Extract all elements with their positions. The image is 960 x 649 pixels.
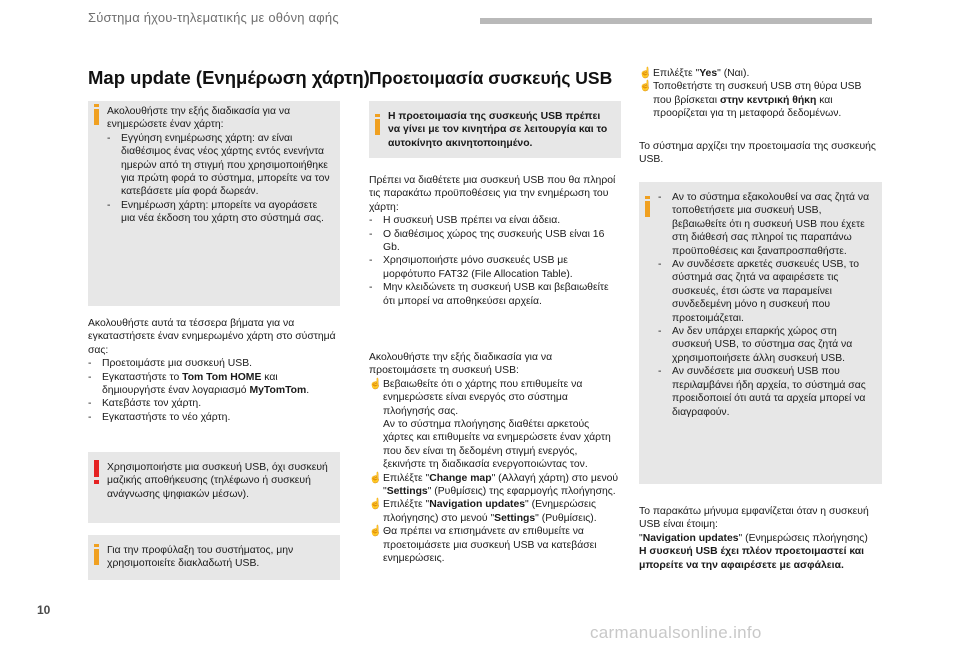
steps-block: [88, 317, 340, 424]
list-item: - Η συσκευή USB πρέπει να είναι άδεια.: [369, 215, 561, 227]
requirements-block: [369, 174, 621, 308]
info-icon-dot: [94, 104, 99, 107]
page-number: 10: [37, 603, 51, 617]
info-box-usb-prep: [369, 101, 621, 158]
info-icon-dot: [94, 544, 99, 547]
warning-box: [88, 452, 340, 523]
list-item: - Αν δεν υπάρχει επαρκής χώρος στη συσκευή USB, το σύστημα σας ζητά να χρησιμοποιήσετε άλλη συσκευή USB.: [658, 326, 853, 364]
usb-prep-note: Η προετοιμασία της συσκευής USB πρέπει να γίνει με τον κινητήρα σε λειτουργία και το αυτοκίνητο ακινητοποιημένο.: [388, 111, 608, 149]
info-icon: [645, 201, 650, 217]
list-item: ☝ Τοποθετήστε τη συσκευή USB στη θύρα USB που βρίσκεται στην κεντρική θήκη και προορίζεται για τη μεταφορά δεδομένων.: [639, 81, 862, 120]
warning-text: Χρησιμοποιήστε μια συσκευή USB, όχι συσκευή μαζικής αποθήκευσης (τηλέφωνο ή συσκευή ανάγνωσης ψηφιακών μέσων).: [107, 462, 328, 500]
list-item: ☝ Θα πρέπει να επισημάνετε αν επιθυμείτε να προετοιμάσετε μια συσκευή USB να κατεβάσει ενημερώσεις.: [369, 526, 597, 565]
steps-intro: Ακολουθήστε αυτά τα τέσσερα βήματα για να εγκαταστήσετε έναν ενημερωμένο χάρτη στο σύστημά σας:: [88, 318, 336, 356]
info-icon-dot: [645, 196, 650, 199]
list-item: ☝ Βεβαιωθείτε ότι ο χάρτης που επιθυμείτε να ενημερώσετε είναι ενεργός στο σύστημα πλοήγησής σας. Αν το σύστημα πλοήγησης διαθέτει αρκετούς χάρτες και επιθυμείτε να ενημερώσετε έναν χάρτη που δεν είναι τη δεδομένη στιγμή ενεργός, ξεκινήστε τη διαδικασία ενεργοποιώντας τον.: [369, 378, 611, 471]
procedure-block: [369, 351, 621, 566]
list-item: - Εγκαταστήστε το νέο χάρτη.: [88, 411, 231, 423]
info-box-update-types: [88, 101, 340, 306]
tip-text: Για την προφύλαξη του συστήματος, μην χρησιμοποιείτε διακλαδωτή USB.: [107, 545, 294, 570]
list-item: - Ο διαθέσιμος χώρος της συσκευής USB είναι 16 Gb.: [369, 228, 605, 254]
info-icon-dot: [375, 114, 380, 117]
ready-message-block: [639, 505, 882, 572]
ready-message-safe: Η συσκευή USB έχει πλέον προετοιμαστεί και μπορείτε να την αφαιρέσετε με ασφάλεια.: [639, 546, 865, 571]
list-item: - Μην κλειδώνετε τη συσκευή USB και βεβαιωθείτε ότι μπορεί να αποθηκεύσει αρχεία.: [369, 282, 609, 307]
header-rule: [480, 18, 872, 24]
watermark: carmanualsonline.info: [590, 623, 762, 642]
running-header: Σύστημα ήχου-τηλεματικής με οθόνη αφής: [88, 10, 339, 25]
list-item: ☝ Επιλέξτε "Change map" (Αλλαγή χάρτη) στο μενού "Settings" (Ρυθμίσεις) της εφαρμογής πλοήγησης.: [369, 472, 619, 498]
final-steps-block: [639, 67, 882, 121]
procedure-intro: Ακολουθήστε την εξής διαδικασία για να προετοιμάσετε τη συσκευή USB:: [369, 352, 553, 377]
list-item: - Εγκαταστήστε το Tom Tom HOME και δημιουργήστε έναν λογαριασμό MyTomTom.: [88, 371, 310, 397]
list-item: - Αν συνδέσετε μια συσκευή USB που περιλαμβάνει ήδη αρχεία, το σύστημά σας προειδοποιεί ότι αυτά τα αρχεία μπορεί να διαγραφούν.: [658, 366, 866, 418]
warning-icon: [94, 460, 99, 477]
warning-icon-dot: [94, 480, 99, 484]
section-title-map-update: Map update (Ενημέρωση χάρτη): [88, 67, 370, 88]
prep-start-text: Το σύστημα αρχίζει την προετοιμασία της συσκευής USB.: [639, 141, 876, 166]
requirements-intro: Πρέπει να διαθέτετε μια συσκευή USB που θα πληροί τις παρακάτω προϋποθέσεις για την ενημέρωση του χάρτη:: [369, 175, 616, 213]
info-box-troubleshooting: [639, 182, 882, 484]
ready-intro: Το παρακάτω μήνυμα εμφανίζεται όταν η συσκευή USB είναι έτοιμη:: [639, 506, 869, 531]
info-intro: Ακολουθήστε την εξής διαδικασία για να ενημερώσετε έναν χάρτη:: [107, 106, 291, 131]
list-item: ☝ Επιλέξτε "Yes" (Ναι).: [639, 68, 750, 79]
section-title-usb-prep: Προετοιμασία συσκευής USB: [369, 68, 613, 88]
list-item: - Αν το σύστημα εξακολουθεί να σας ζητά να τοποθετήσετε μια συσκευή USB, βεβαιωθείτε ότι η συσκευή USB που έχετε στη διάθεσή σας πληροί τις παραπάνω προϋποθέσεις και ξαναπροσπαθήστε.: [658, 192, 870, 257]
list-item: ☝ Επιλέξτε "Navigation updates" (Ενημερώσεις πλοήγησης) στο μενού "Settings" (Ρυθμίσεις).: [369, 499, 597, 524]
list-item: - Χρησιμοποιήστε μόνο συσκευές USB με μορφότυπο FAT32 (File Allocation Table).: [369, 255, 573, 280]
list-item: - Προετοιμάστε μια συσκευή USB.: [88, 358, 253, 370]
info-icon: [375, 119, 380, 135]
info-icon: [94, 109, 99, 125]
tip-box: [88, 535, 340, 580]
ready-message-line: "Navigation updates" (Ενημερώσεις πλοήγησης): [639, 532, 868, 544]
list-item: - Αν συνδέσετε αρκετές συσκευές USB, το σύστημά σας ζητά να αφαιρέσετε τις συσκευές, έτσι ώστε να παραμείνει συνδεδεμένη μόνο η συσκευή που προετοιμάζεται.: [658, 259, 859, 324]
list-item: - Ενημέρωση χάρτη: μπορείτε να αγοράσετε μια νέα έκδοση του χάρτη στο σύστημά σας.: [107, 199, 324, 225]
list-item: - Εγγύηση ενημέρωσης χάρτη: αν είναι διαθέσιμος ένας νέος χάρτης εντός ενενήντα ημερών από τη στιγμή που χρησιμοποιήθηκε για πρώτη φορά το σύστημα, μπορείτε να τον κατεβάσετε μία φορά δωρεάν.: [107, 132, 330, 198]
info-icon: [94, 549, 99, 565]
list-item: - Κατεβάστε τον χάρτη.: [88, 398, 202, 410]
